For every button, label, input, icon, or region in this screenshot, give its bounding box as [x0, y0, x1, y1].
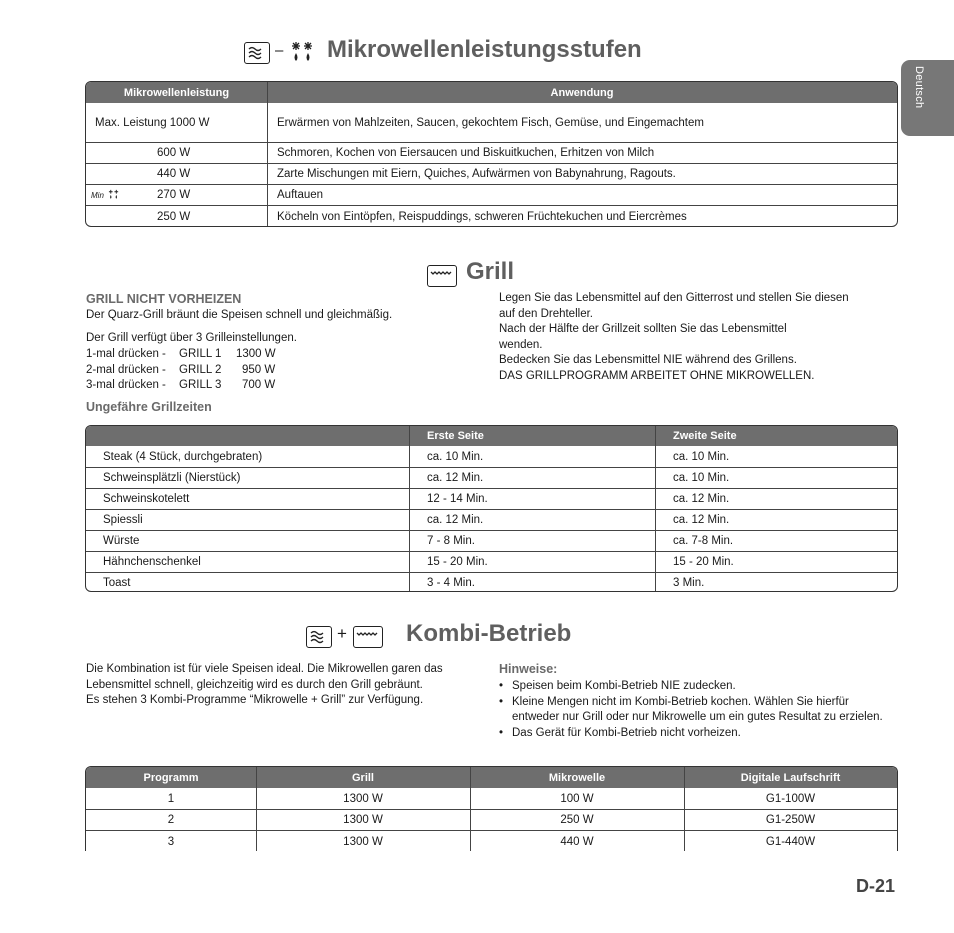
microwave-levels-table [85, 81, 898, 227]
table-row: Schweinskotelett 12 - 14 Min. ca. 12 Min. [86, 488, 897, 509]
combi-intro: Die Kombination ist für viele Speisen ideal. Die Mikrowellen garen das Lebensmittel schnell, gleichzeitig wird es durch den Grill gebräunt. Es stehen 3 Kombi-Programme “Mikrowelle + Grill” zur Verfügung. [86, 663, 443, 706]
table-row: Toast 3 - 4 Min. 3 Min. [86, 572, 897, 592]
column-divider [256, 767, 257, 851]
table-row: Würste 7 - 8 Min. ca. 7-8 Min. [86, 530, 897, 551]
list-item: • Speisen beim Kombi-Betrieb NIE zudecken. [499, 679, 889, 695]
section-title-grill: Grill [466, 258, 515, 285]
table-header [86, 426, 897, 446]
section-title-microwave-levels: Mikrowellenleistungsstufen [327, 36, 642, 63]
page-number: D-21 [856, 876, 896, 896]
defrost-small-icon [107, 189, 121, 201]
grill-intro: Der Quarz-Grill bräunt die Speisen schnell und gleichmäßig. [86, 309, 393, 321]
combi-programs-table [85, 766, 898, 851]
title-dash: – [275, 42, 284, 59]
language-side-tab [901, 60, 954, 136]
table-row: 250 W Köcheln von Eintöpfen, Reispuddings, schweren Früchtekuchen und Eiercrèmes [86, 205, 897, 227]
column-divider [409, 426, 410, 591]
column-divider [267, 82, 268, 226]
list-item: • Das Gerät für Kombi-Betrieb nicht vorheizen. [499, 726, 889, 742]
header-program: Programm [143, 771, 199, 784]
hints-label: Hinweise: [499, 662, 558, 676]
header-microwave: Mikrowelle [548, 771, 606, 784]
column-divider [684, 767, 685, 851]
column-divider [470, 767, 471, 851]
plus-sign: + [337, 624, 347, 643]
grill-times-label: Ungefähre Grillzeiten [86, 400, 212, 414]
grill-settings-intro: Der Grill verfügt über 3 Grilleinstellungen. [86, 332, 297, 344]
table-row: 3 1300 W 440 W G1-440W [86, 830, 897, 851]
table-row: Hähnchenschenkel 15 - 20 Min. 15 - 20 Min. [86, 551, 897, 572]
grill-settings-list: 1-mal drücken - GRILL 1 1300 W 2-mal drücken - GRILL 2 950 W 3-mal drücken - GRILL 3 700 W [86, 348, 276, 391]
table-header [86, 767, 897, 788]
table-row: Steak (4 Stück, durchgebraten) ca. 10 Min. ca. 10 Min. [103, 450, 730, 463]
table-row: 1 1300 W 100 W G1-100W [167, 792, 816, 805]
language-label: Deutsch [913, 66, 925, 109]
defrost-icon [290, 40, 316, 66]
microwave-icon [306, 626, 332, 648]
header-usage: Anwendung [550, 86, 614, 99]
header-grill: Grill [351, 771, 374, 784]
table-row: Min 270 W Auftauen [86, 184, 897, 205]
header-second-side: Zweite Seite [673, 430, 737, 442]
grill-times-table [85, 425, 898, 592]
grill-icon [427, 265, 457, 287]
grill-instructions: Legen Sie das Lebensmittel auf den Gitterrost und stellen Sie diesen auf den Drehteller. Nach der Hälfte der Grillzeit sollten Sie das Lebensmittel wenden. Bedecken Sie das Lebensmittel NIE während des Grillens. DAS GRILLPROGRAMM ARBEITET OHNE MIKROWELLEN. [499, 292, 849, 382]
min-label: Min [91, 190, 104, 200]
header-display: Digitale Laufschrift [740, 771, 841, 784]
grill-icon [353, 626, 383, 648]
microwave-icon [244, 42, 270, 64]
table-row: Schweinsplätzli (Nierstück) ca. 12 Min. ca. 10 Min. [86, 467, 897, 488]
table-row: 600 W Schmoren, Kochen von Eiersaucen und Biskuitkuchen, Erhitzen von Milch [86, 142, 897, 163]
table-row: 440 W Zarte Mischungen mit Eiern, Quiches, Aufwärmen von Babynahrung, Ragouts. [86, 163, 897, 184]
header-food [86, 426, 409, 446]
list-item: • Kleine Mengen nicht im Kombi-Betrieb kochen. Wählen Sie hierfür entweder nur Grill oder nur Mikrowelle um ein gutes Resultat zu erzielen. [499, 695, 889, 726]
table-row: Spiessli ca. 12 Min. ca. 12 Min. [86, 509, 897, 530]
table-header [86, 82, 897, 103]
section-title-combi: Kombi-Betrieb [406, 620, 572, 647]
table-row: 2 1300 W 250 W G1-250W [86, 809, 897, 830]
table-row: Max. Leistung 1000 W Erwärmen von Mahlzeiten, Saucen, gekochtem Fisch, Gemüse, und Eingemachtem [95, 116, 704, 129]
header-first-side: Erste Seite [427, 430, 484, 442]
header-power: Mikrowellenleistung [123, 86, 230, 99]
hints-list [499, 679, 889, 741]
column-divider [655, 426, 656, 591]
grill-no-preheat-heading: GRILL NICHT VORHEIZEN [86, 292, 242, 306]
